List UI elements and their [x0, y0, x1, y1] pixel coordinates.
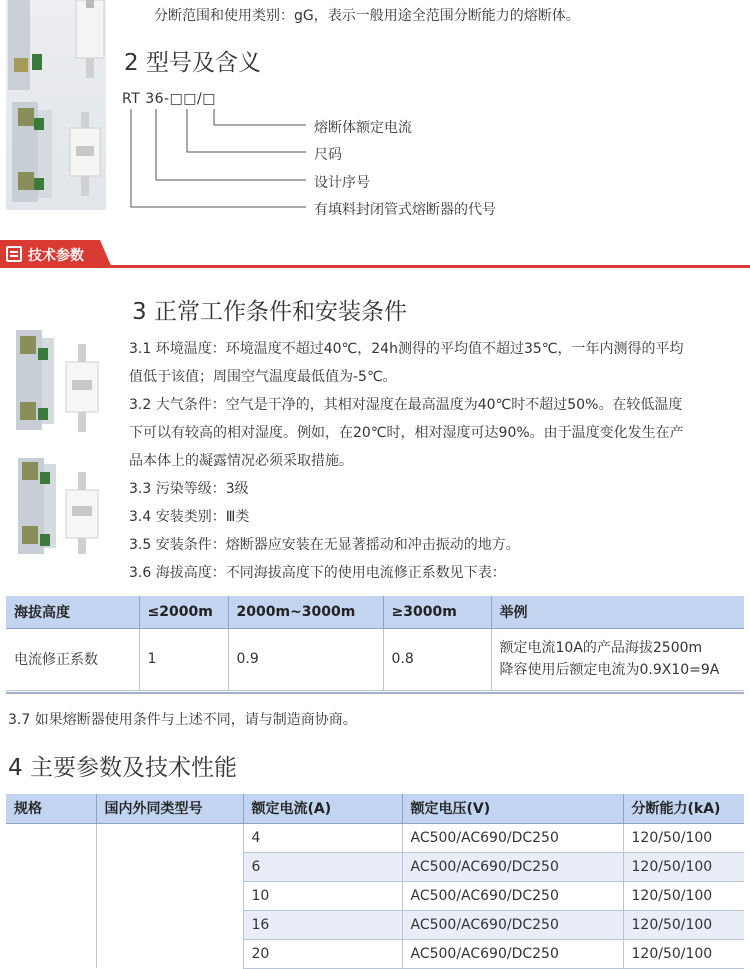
cell-value: 0.8 — [383, 628, 491, 690]
header-rated-current: 额定电流(A) — [243, 794, 402, 823]
condition-3-1-line2: 值低于该值；周围空气温度最低值为-5℃。 — [129, 369, 397, 385]
cell-voltage: AC500/AC690/DC250 — [402, 881, 623, 910]
header-ge-3000m: ≥3000m — [383, 596, 491, 628]
header-example: 举例 — [491, 596, 744, 628]
cell-value: 0.9 — [228, 628, 383, 690]
fuse-product-illustration-2 — [14, 322, 114, 562]
cell-voltage: AC500/AC690/DC250 — [402, 939, 623, 968]
label-design-serial: 设计序号 — [314, 175, 370, 191]
condition-3-5: 3.5 安装条件：熔断器应安装在无显著摇动和冲击振动的地方。 — [129, 537, 520, 553]
document-icon — [6, 246, 22, 262]
condition-3-4: 3.4 安装类别：Ⅲ类 — [129, 509, 250, 525]
cell-voltage: AC500/AC690/DC250 — [402, 852, 623, 881]
row-label: 电流修正系数 — [6, 628, 139, 690]
cell-breaking: 120/50/100 — [623, 881, 744, 910]
cell-voltage: AC500/AC690/DC250 — [402, 910, 623, 939]
cell-breaking: 120/50/100 — [623, 852, 744, 881]
cell-current: 6 — [243, 852, 402, 881]
cell-breaking: 120/50/100 — [623, 823, 744, 852]
cell-current: 16 — [243, 910, 402, 939]
banner-rule — [0, 265, 750, 268]
cell-current: 20 — [243, 939, 402, 968]
cell-breaking: 120/50/100 — [623, 910, 744, 939]
table-header-row — [6, 794, 744, 823]
label-size-code: 尺码 — [314, 147, 342, 163]
condition-3-3: 3.3 污染等级：3级 — [129, 481, 249, 497]
condition-3-7: 3.7 如果熔断器使用条件与上述不同，请与制造商协商。 — [8, 712, 357, 728]
section-4-title: 4 主要参数及技术性能 — [8, 755, 237, 781]
cell-current: 10 — [243, 881, 402, 910]
condition-3-6: 3.6 海拔高度：不同海拔高度下的使用电流修正系数见下表： — [129, 565, 506, 581]
label-fuse-type-code: 有填料封闭管式熔断器的代号 — [314, 202, 496, 218]
banner-label: 技术参数 — [28, 248, 84, 264]
header-breaking-capacity: 分断能力(kA) — [623, 794, 744, 823]
section-2-title: 2 型号及含义 — [124, 50, 261, 76]
table-row — [6, 823, 744, 852]
label-rated-current: 熔断体额定电流 — [314, 120, 412, 136]
example-line: 额定电流10A的产品海拔2500m — [499, 640, 703, 656]
breaking-category-text: 分断范围和使用类别：gG，表示一般用途全范围分断能力的熔断体。 — [154, 8, 580, 24]
header-rated-voltage: 额定电压(V) — [402, 794, 623, 823]
header-spec: 规格 — [6, 794, 96, 823]
condition-3-1-line1: 3.1 环境温度：环境温度不超过40℃，24h测得的平均值不超过35℃，一年内测得的平均 — [129, 341, 684, 357]
condition-3-2-line3: 品本体上的凝露情况必须采取措施。 — [129, 453, 353, 469]
condition-3-2-line1: 3.2 大气条件：空气是干净的，其相对湿度在最高温度为40℃时不超过50%。在较低温度 — [129, 397, 683, 413]
cell-value: 1 — [139, 628, 228, 690]
header-le-2000m: ≤2000m — [139, 596, 228, 628]
product-image-column-2 — [14, 322, 114, 562]
cell-current: 4 — [243, 823, 402, 852]
tech-params-banner — [0, 240, 750, 268]
main-parameters-table — [6, 794, 744, 969]
header-2000-3000m: 2000m~3000m — [228, 596, 383, 628]
table-bottom-rule — [6, 692, 744, 694]
header-altitude: 海拔高度 — [6, 596, 139, 628]
model-section — [0, 0, 750, 232]
example-line: 降容使用后额定电流为0.9X10=9A — [499, 662, 720, 678]
model-meaning-lines — [0, 0, 750, 232]
altitude-correction-table — [6, 596, 744, 691]
section-3-title: 3 正常工作条件和安装条件 — [132, 299, 407, 325]
table-row — [6, 628, 744, 690]
cell-equivalent-model — [96, 823, 243, 968]
header-equivalent-model: 国内外同类型号 — [96, 794, 243, 823]
cell-example — [491, 628, 744, 690]
table-header-row — [6, 596, 744, 628]
cell-breaking: 120/50/100 — [623, 939, 744, 968]
model-code: RT 36-□□/□ — [122, 91, 216, 107]
condition-3-2-line2: 下可以有较高的相对湿度。例如，在20℃时，相对湿度可达90%。由于温度变化发生在产 — [129, 425, 684, 441]
cell-spec — [6, 823, 96, 968]
cell-voltage: AC500/AC690/DC250 — [402, 823, 623, 852]
